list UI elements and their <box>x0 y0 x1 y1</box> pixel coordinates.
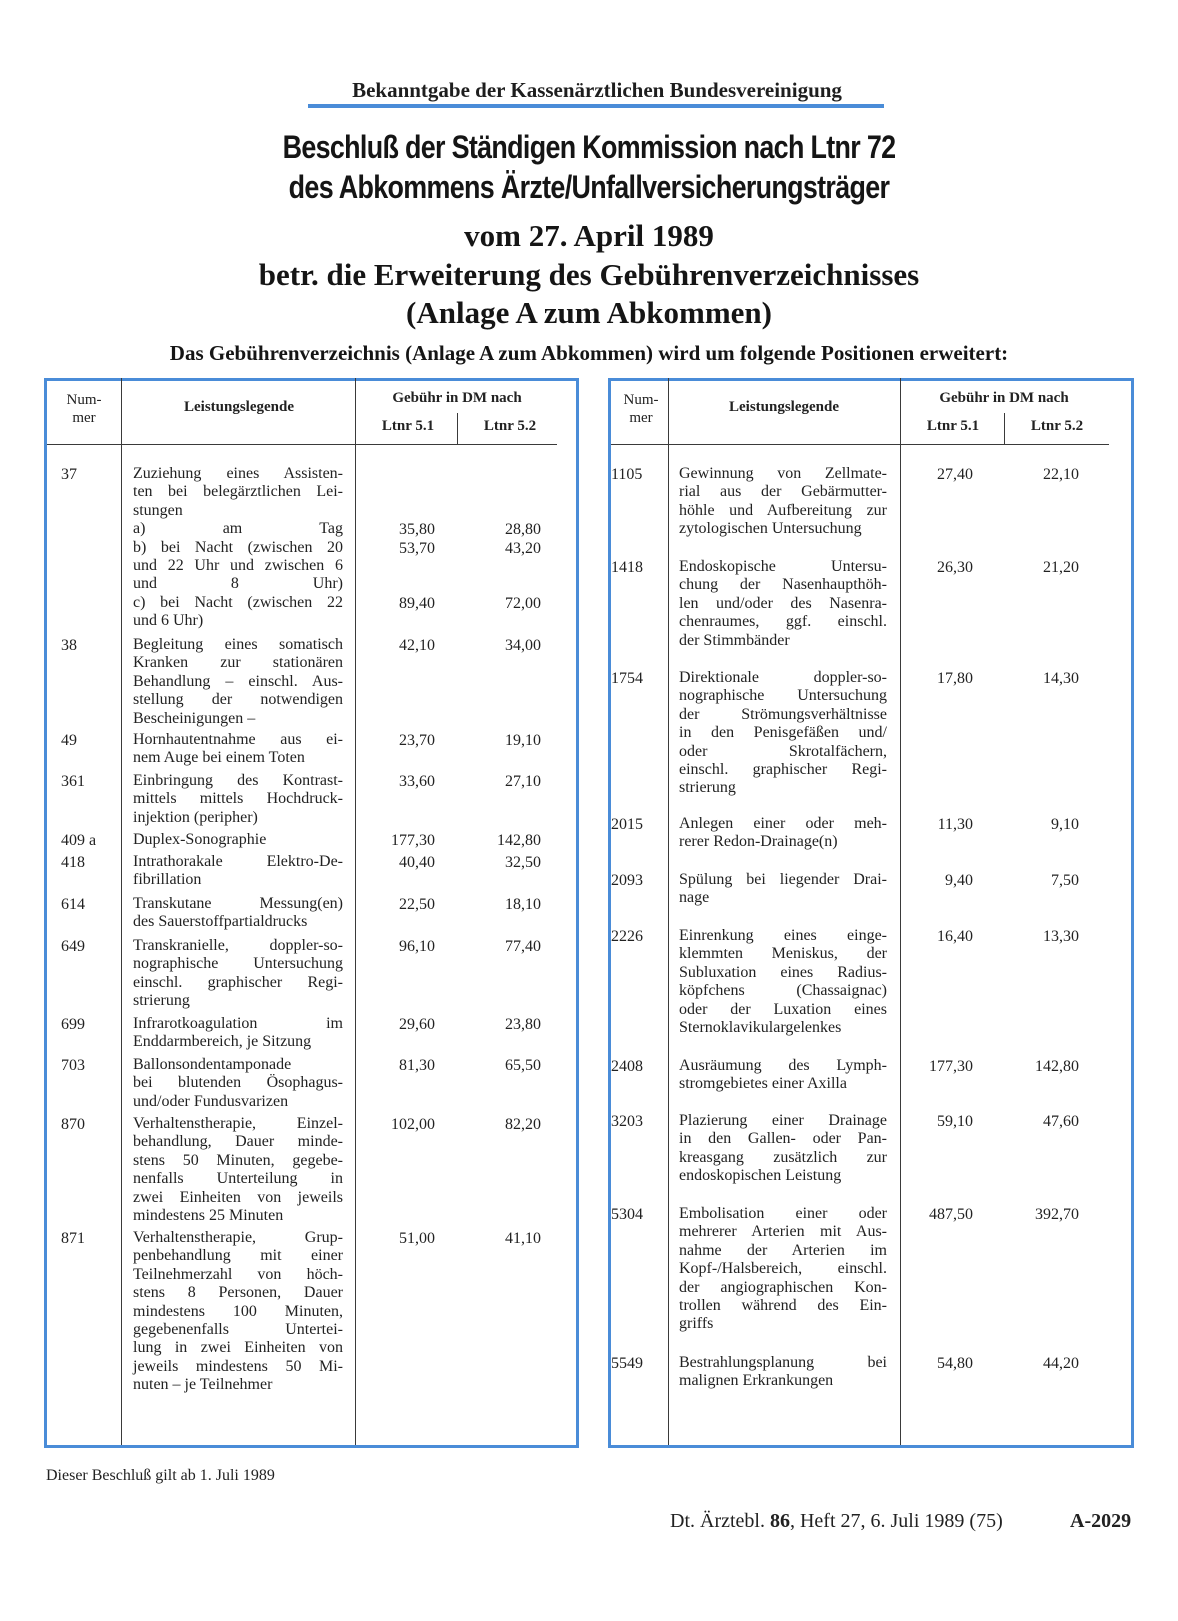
legend-line: Duplex-Sonographie <box>133 831 267 848</box>
row-legend <box>133 1056 343 1111</box>
legend-line: stens 50 Minuten, gegebe- <box>133 1151 343 1169</box>
legend-line: und 22 Uhr und zwischen 6 <box>133 556 343 574</box>
row-legend <box>133 853 343 890</box>
header-bottom-rule <box>47 444 557 445</box>
legend-line: bei blutenden Ösophagus- <box>133 1074 343 1092</box>
row-legend <box>133 895 343 932</box>
row-number: 1754 <box>611 670 643 687</box>
row-number: 614 <box>61 896 85 913</box>
row-legend <box>679 1354 887 1391</box>
legend-line: fibrillation <box>133 871 202 889</box>
legend-line: Behandlung – einschl. Aus- <box>133 672 343 690</box>
header-number-line1: Num- <box>66 392 102 408</box>
legend-line: strierung <box>679 779 736 797</box>
row-legend <box>679 1205 887 1334</box>
kicker-heading: Bekanntgabe der Kassenärztlichen Bundesvereinigung <box>352 78 842 102</box>
title-line-2: des Abkommens Ärzte/Unfallversicherungsträger <box>288 169 890 205</box>
legend-line: trollen während des Ein- <box>679 1296 887 1314</box>
header-ltnr-52: Ltnr 5.2 <box>483 418 537 434</box>
column-divider <box>121 378 122 1445</box>
legend-line: nage <box>679 889 710 907</box>
page-number: A-2029 <box>1070 1510 1132 1532</box>
legend-line: Einrenkung eines einge- <box>679 927 887 944</box>
row-number: 699 <box>61 1016 85 1033</box>
fee-ltnr-52: 14,30 <box>1043 670 1079 687</box>
legend-line: der Stimmbänder <box>679 631 790 649</box>
fee-ltnr-52: 142,80 <box>497 832 541 849</box>
header-legend: Leistungslegende <box>728 399 839 415</box>
legend-line: nographische Untersuchung <box>679 687 887 705</box>
fee-ltnr-52: 82,20 <box>505 1116 541 1133</box>
legend-line: stellung der notwendigen <box>133 691 343 709</box>
legend-line: len und/oder des Nasenra- <box>679 594 887 612</box>
row-number: 870 <box>61 1116 85 1133</box>
fee-ltnr-52: 19,10 <box>505 732 541 749</box>
legend-line: Spülung bei liegender Drai- <box>679 871 887 888</box>
header-ltnr-51: Ltnr 5.1 <box>926 418 980 434</box>
fee-ltnr-52: 142,80 <box>1035 1058 1079 1075</box>
row-number: 3203 <box>611 1113 643 1130</box>
citation-volume: 86 <box>769 1510 790 1532</box>
row-number: 38 <box>61 637 77 654</box>
legend-line: Endoskopische Untersu- <box>679 558 887 575</box>
legend-line: injektion (peripher) <box>133 808 258 826</box>
fee-ltnr-52: 13,30 <box>1043 928 1079 945</box>
fee-ltnr-52: 34,00 <box>505 637 541 654</box>
row-number: 1418 <box>611 559 643 576</box>
column-divider <box>1004 413 1005 445</box>
intro-text: Das Gebührenverzeichnis (Anlage A zum Abkommen) wird um folgende Positionen erweitert: <box>169 341 1009 365</box>
fee-ltnr-51: 35,80 <box>399 521 435 539</box>
fee-ltnr-52: 18,10 <box>505 896 541 913</box>
fee-table-right <box>608 378 1134 1448</box>
row-legend <box>679 927 887 1037</box>
legend-line: Einbringung des Kontrast- <box>133 772 343 789</box>
validity-note: Dieser Beschluß gilt ab 1. Juli 1989 <box>46 1467 275 1484</box>
header-bottom-rule <box>611 444 1109 445</box>
row-legend <box>133 636 343 728</box>
header-ltnr-51: Ltnr 5.1 <box>381 418 435 434</box>
subtitle-date: vom 27. April 1989 <box>464 218 714 253</box>
legend-line: kreasgang zusätzlich zur <box>679 1148 887 1166</box>
header-ltnr-52: Ltnr 5.2 <box>1030 418 1084 434</box>
fee-ltnr-51: 33,60 <box>399 773 435 790</box>
legend-line: malignen Erkrankungen <box>679 1372 834 1390</box>
row-legend <box>133 465 343 631</box>
fee-ltnr-51: 9,40 <box>945 872 973 889</box>
legend-line: Bescheinigungen – <box>133 709 256 727</box>
fee-ltnr-52: 44,20 <box>1043 1355 1079 1372</box>
legend-line: klemmten Meniskus, der <box>679 945 887 963</box>
row-number: 5549 <box>611 1355 643 1372</box>
fee-ltnr-51: 22,50 <box>399 896 435 913</box>
legend-line: gegebenenfalls Untertei- <box>133 1320 343 1338</box>
legend-line: Bestrahlungsplanung bei <box>679 1354 887 1371</box>
legend-line: ten bei belegärztlichen Lei- <box>133 483 343 501</box>
row-number: 2226 <box>611 928 643 945</box>
citation-journal: Dt. Ärztebl. <box>670 1510 765 1532</box>
row-legend <box>679 1057 887 1094</box>
fee-ltnr-51: 89,40 <box>399 594 435 612</box>
fee-ltnr-52: 72,00 <box>505 594 541 612</box>
legend-line: Embolisation einer oder <box>679 1205 887 1222</box>
legend-line: zwei Einheiten von jeweils <box>133 1188 343 1206</box>
legend-line: nographische Untersuchung <box>133 955 343 973</box>
legend-line: lung in zwei Einheiten von <box>133 1339 343 1357</box>
legend-line: chung der Nasenhaupthöh- <box>679 576 887 594</box>
fee-ltnr-51: 29,60 <box>399 1016 435 1033</box>
header-number <box>59 391 109 427</box>
row-number: 361 <box>61 773 85 790</box>
column-divider <box>668 378 669 1445</box>
row-number: 49 <box>61 732 77 749</box>
fee-ltnr-51: 53,70 <box>399 539 435 557</box>
fee-ltnr-52: 65,50 <box>505 1057 541 1074</box>
header-fee: Gebühr in DM nach <box>939 390 1069 406</box>
legend-line: einschl. graphischer Regi- <box>679 760 887 778</box>
legend-line: chenraumes, ggf. einschl. <box>679 613 887 631</box>
legend-line: Zuziehung eines Assisten- <box>133 465 343 482</box>
header-number-line2: mer <box>629 410 653 426</box>
legend-line: nem Auge bei einem Toten <box>133 749 305 767</box>
legend-line: Teilnehmerzahl von höch- <box>133 1265 343 1283</box>
legend-line: stungen <box>133 501 183 519</box>
legend-line: Plazierung einer Drainage <box>679 1112 887 1129</box>
fee-ltnr-51: 54,80 <box>937 1355 973 1372</box>
legend-line: und 8 Uhr) <box>133 575 343 593</box>
citation-issue: , Heft 27, 6. Juli 1989 (75) <box>789 1510 1003 1532</box>
row-number: 1105 <box>611 466 643 483</box>
legend-line: in den Penisgefäßen und/ <box>679 724 887 742</box>
row-legend <box>133 937 343 1011</box>
legend-line: endoskopischen Leistung <box>679 1167 842 1185</box>
fee-ltnr-51: 96,10 <box>399 938 435 955</box>
fee-ltnr-51: 16,40 <box>937 928 973 945</box>
legend-line: Hornhautentnahme aus ei- <box>133 731 343 748</box>
legend-line: Ausräumung des Lymph- <box>679 1057 887 1074</box>
legend-line: Enddarmbereich, je Sitzung <box>133 1033 312 1051</box>
fee-ltnr-51: 51,00 <box>399 1230 435 1247</box>
legend-line: Sternoklavikulargelenkes <box>679 1018 842 1036</box>
fee-ltnr-52: 47,60 <box>1043 1113 1079 1130</box>
fee-ltnr-52: 43,20 <box>505 539 541 557</box>
legend-line: mittels mittels Hochdruck- <box>133 790 343 808</box>
column-divider <box>900 378 901 1445</box>
fee-ltnr-52: 9,10 <box>1051 816 1079 833</box>
fee-ltnr-51: 59,10 <box>937 1113 973 1130</box>
row-legend <box>133 1115 343 1225</box>
row-legend <box>133 1229 343 1395</box>
row-number: 871 <box>61 1230 85 1247</box>
row-legend <box>679 815 887 852</box>
legend-line: Direktionale doppler-so- <box>679 669 887 686</box>
legend-line: Ballonsondentamponade <box>133 1056 292 1073</box>
fee-ltnr-51: 11,30 <box>937 816 973 833</box>
legend-line: Gewinnung von Zellmate- <box>679 465 887 482</box>
header-number-line2: mer <box>72 410 96 426</box>
row-legend <box>133 772 343 827</box>
legend-line: rial aus der Gebärmutter- <box>679 483 887 501</box>
row-number: 37 <box>61 466 77 483</box>
legend-line: Infrarotkoagulation im <box>133 1015 343 1032</box>
fee-ltnr-52: 392,70 <box>1035 1206 1079 1223</box>
legend-line: Kopf-/Halsbereich, einschl. <box>679 1260 887 1278</box>
row-number: 2093 <box>611 872 643 889</box>
row-legend <box>679 669 887 798</box>
legend-line: höhle und Aufbereitung zur <box>679 501 887 519</box>
legend-line: penbehandlung mit einer <box>133 1247 343 1265</box>
fee-ltnr-52: 22,10 <box>1043 466 1079 483</box>
fee-ltnr-52: 27,10 <box>505 773 541 790</box>
legend-line: strierung <box>133 992 190 1010</box>
column-divider <box>457 413 458 445</box>
fee-table-left <box>44 378 579 1448</box>
legend-line: einschl. graphischer Regi- <box>133 973 343 991</box>
legend-line: und 6 Uhr) <box>133 612 204 630</box>
header-fee: Gebühr in DM nach <box>392 390 522 406</box>
citation <box>670 1510 1003 1533</box>
fee-ltnr-51: 177,30 <box>391 832 435 849</box>
row-legend <box>133 1015 343 1052</box>
legend-line: a) am Tag <box>133 520 343 538</box>
legend-line: mindestens 100 Minuten, <box>133 1302 343 1320</box>
legend-line: Transkutane Messung(en) <box>133 895 343 912</box>
row-legend <box>679 1112 887 1186</box>
legend-line: oder Skrotalfächern, <box>679 742 887 760</box>
legend-line: in den Gallen- oder Pan- <box>679 1130 887 1148</box>
legend-line: jeweils mindestens 50 Mi- <box>133 1357 343 1375</box>
row-number: 2408 <box>611 1058 643 1075</box>
legend-line: behandlung, Dauer minde- <box>133 1133 343 1151</box>
fee-ltnr-52: 77,40 <box>505 938 541 955</box>
fee-ltnr-51: 23,70 <box>399 732 435 749</box>
header-legend: Leistungslegende <box>183 399 294 415</box>
legend-line: Kranken zur stationären <box>133 654 343 672</box>
fee-ltnr-52: 7,50 <box>1051 872 1079 889</box>
legend-line: Anlegen einer oder meh- <box>679 815 887 832</box>
fee-ltnr-52: 28,80 <box>505 521 541 539</box>
legend-line: griffs <box>679 1315 714 1333</box>
legend-line: c) bei Nacht (zwischen 22 <box>133 593 343 611</box>
row-number: 649 <box>61 938 85 955</box>
row-legend <box>133 831 343 849</box>
fee-ltnr-52: 41,10 <box>505 1230 541 1247</box>
legend-line: nuten – je Teilnehmer <box>133 1376 273 1394</box>
header-number <box>615 391 667 427</box>
fee-ltnr-52: 32,50 <box>505 854 541 871</box>
header-number-line1: Num- <box>623 392 659 408</box>
row-number: 703 <box>61 1057 85 1074</box>
legend-line: der Strömungsverhältnisse <box>679 705 887 723</box>
legend-line: mindestens 25 Minuten <box>133 1206 284 1224</box>
legend-line: Intrathorakale Elektro-De- <box>133 853 343 870</box>
fee-ltnr-51: 26,30 <box>937 559 973 576</box>
legend-line: nahme der Arterien im <box>679 1241 887 1259</box>
legend-line: oder der Luxation eines <box>679 1000 887 1018</box>
legend-line: mehrerer Arterien mit Aus- <box>679 1223 887 1241</box>
kicker-underline <box>308 104 884 108</box>
legend-line: zytologischen Untersuchung <box>679 520 862 538</box>
fee-ltnr-51: 42,10 <box>399 637 435 654</box>
legend-line: Verhaltenstherapie, Grup- <box>133 1229 343 1246</box>
row-legend <box>679 465 887 539</box>
row-number: 409 a <box>61 832 97 849</box>
legend-line: der angiographischen Kon- <box>679 1278 887 1296</box>
subtitle-annex: (Anlage A zum Abkommen) <box>406 295 772 330</box>
legend-line: Begleitung eines somatisch <box>133 636 343 653</box>
fee-ltnr-51: 177,30 <box>929 1058 973 1075</box>
fee-ltnr-51: 81,30 <box>399 1057 435 1074</box>
fee-ltnr-51: 17,80 <box>937 670 973 687</box>
legend-line: köpfchens (Chassaignac) <box>679 982 887 1000</box>
legend-line: Verhaltenstherapie, Einzel- <box>133 1115 343 1132</box>
column-divider <box>355 378 356 1445</box>
title-line-1: Beschluß der Ständigen Kommission nach Ltnr 72 <box>282 129 896 165</box>
row-number: 418 <box>61 854 85 871</box>
row-legend <box>679 558 887 650</box>
legend-line: Transkranielle, doppler-so- <box>133 937 343 954</box>
fee-ltnr-51: 27,40 <box>937 466 973 483</box>
legend-line: stens 8 Personen, Dauer <box>133 1284 343 1302</box>
fee-ltnr-51: 40,40 <box>399 854 435 871</box>
row-number: 5304 <box>611 1206 643 1223</box>
row-number: 2015 <box>611 816 643 833</box>
legend-line: des Sauerstoffpartialdrucks <box>133 913 308 931</box>
legend-line: nenfalls Unterteilung in <box>133 1170 343 1188</box>
legend-line: rerer Redon-Drainage(n) <box>679 833 838 851</box>
fee-ltnr-51: 487,50 <box>929 1206 973 1223</box>
fee-ltnr-52: 23,80 <box>505 1016 541 1033</box>
legend-line: und/oder Fundusvarizen <box>133 1092 289 1110</box>
legend-line: Subluxation eines Radius- <box>679 963 887 981</box>
row-legend <box>133 731 343 768</box>
legend-line: b) bei Nacht (zwischen 20 <box>133 538 343 556</box>
fee-ltnr-52: 21,20 <box>1043 559 1079 576</box>
subtitle-subject: betr. die Erweiterung des Gebührenverzeichnisses <box>258 257 920 292</box>
legend-line: stromgebietes einer Axilla <box>679 1075 847 1093</box>
fee-ltnr-51: 102,00 <box>391 1116 435 1133</box>
row-legend <box>679 871 887 908</box>
